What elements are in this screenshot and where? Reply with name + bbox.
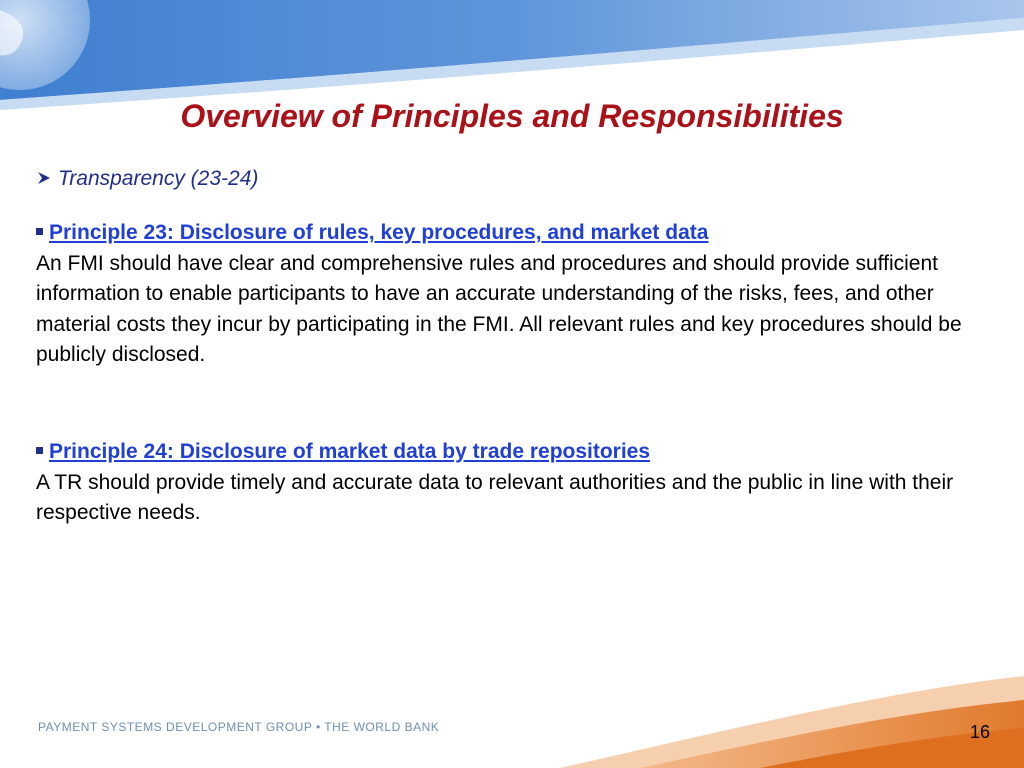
header-banner — [0, 0, 1024, 110]
square-bullet-icon — [36, 447, 43, 454]
topic-line — [36, 167, 258, 191]
topic-text: Transparency (23-24) — [58, 167, 259, 190]
footer-organization: PAYMENT SYSTEMS DEVELOPMENT GROUP • THE WORLD BANK — [38, 720, 440, 734]
principle-24 — [36, 437, 986, 529]
principle-23 — [36, 218, 986, 371]
square-bullet-icon — [36, 228, 43, 235]
arrow-bullet-icon — [36, 170, 54, 186]
principle-23-heading-line — [36, 218, 986, 249]
principle-24-link[interactable]: Principle 24: Disclosure of market data by trade repositories — [49, 440, 651, 463]
principle-23-body: An FMI should have clear and comprehensive rules and procedures and should provide sufficient information to enable participants to have an accurate understanding of the risks, fees, and other material costs they incur by participating in the FMI. All relevant rules and key procedures should be publicly disclosed. — [36, 251, 962, 366]
principle-23-link[interactable]: Principle 23: Disclosure of rules, key procedures, and market data — [49, 221, 709, 244]
page-number: 16 — [970, 722, 991, 742]
slide-title: Overview of Principles and Responsibilities — [180, 98, 844, 134]
principle-24-body: A TR should provide timely and accurate data to relevant authorities and the public in line with their respective needs. — [36, 470, 954, 524]
principle-24-heading-line — [36, 437, 986, 468]
